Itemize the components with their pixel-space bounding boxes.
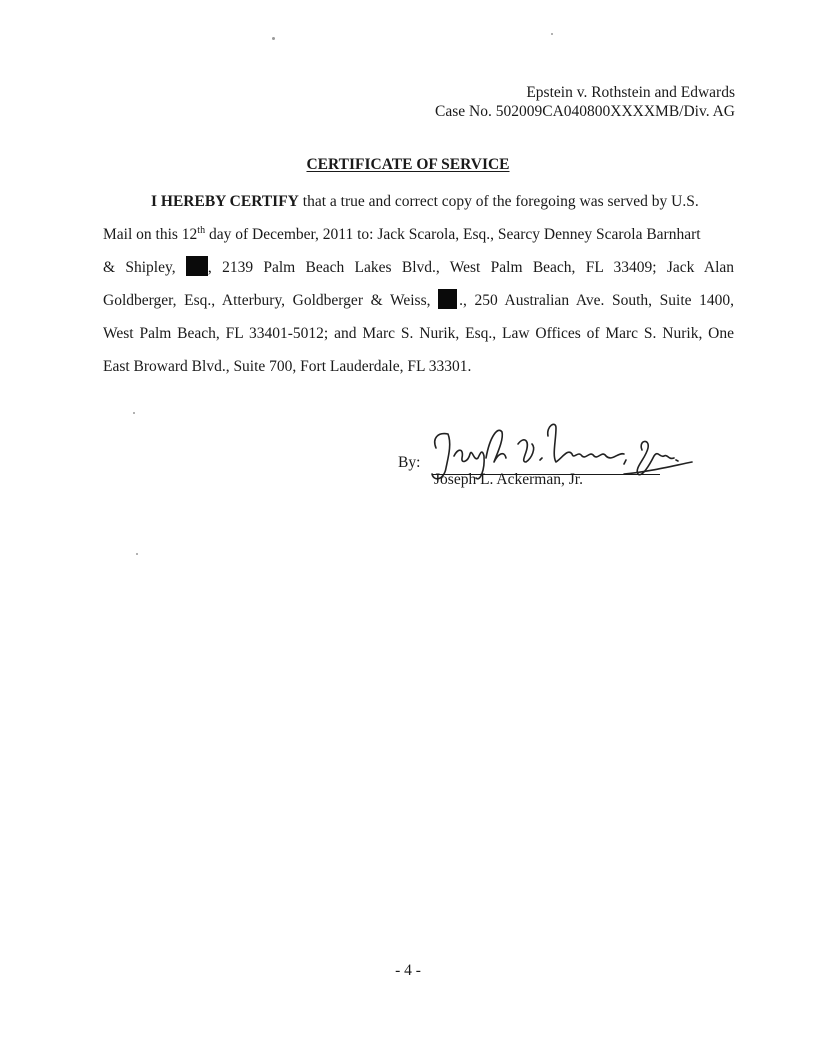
scan-speck <box>272 37 275 40</box>
case-title: Epstein v. Rothstein and Edwards <box>526 84 735 101</box>
body-text: day of December, 2011 to: Jack Scarola, Esq., Searcy Denney Scarola Barnhart <box>205 226 701 243</box>
page-number: - 4 - <box>395 962 421 979</box>
body-line-6 <box>103 354 471 381</box>
body-text: Goldberger, Esq., Atterbury, Goldberger & Weiss, <box>103 292 431 309</box>
signature-block <box>392 418 692 498</box>
certify-lead: I HEREBY CERTIFY <box>151 193 299 210</box>
body-line-4 <box>103 288 734 315</box>
redaction-box <box>438 289 457 309</box>
certificate-heading: CERTIFICATE OF SERVICE <box>306 156 510 173</box>
body-text: West Palm Beach, FL 33401-5012; and Marc S. Nurik, Esq., Law Offices of Marc S. Nurik, One <box>103 325 734 342</box>
scan-speck <box>133 412 135 414</box>
body-text: ., 250 Australian Ave. South, Suite 1400, <box>459 292 735 309</box>
case-number: Case No. 502009CA040800XXXXMB/Div. AG <box>435 103 735 120</box>
body-line-5 <box>103 321 734 348</box>
body-line-3 <box>103 255 734 282</box>
by-label: By: <box>398 454 421 471</box>
body-text: Mail on this 12 <box>103 226 198 243</box>
redaction-box <box>186 256 208 276</box>
body-text: , 2139 Palm Beach Lakes Blvd., West Palm Beach, FL 33409; Jack Alan <box>207 259 734 276</box>
ordinal-suffix: th <box>197 224 206 236</box>
body-line-2 <box>103 222 701 249</box>
scan-speck <box>136 553 138 555</box>
scan-speck <box>551 33 553 35</box>
body-line-1 <box>151 189 699 216</box>
body-text: that a true and correct copy of the foregoing was served by U.S. <box>298 193 699 210</box>
case-caption <box>435 83 735 121</box>
body-text: & Shipley, <box>103 259 176 276</box>
body-text: East Broward Blvd., Suite 700, Fort Lauderdale, FL 33301. <box>103 358 472 375</box>
signer-name: Joseph L. Ackerman, Jr. <box>434 471 583 488</box>
